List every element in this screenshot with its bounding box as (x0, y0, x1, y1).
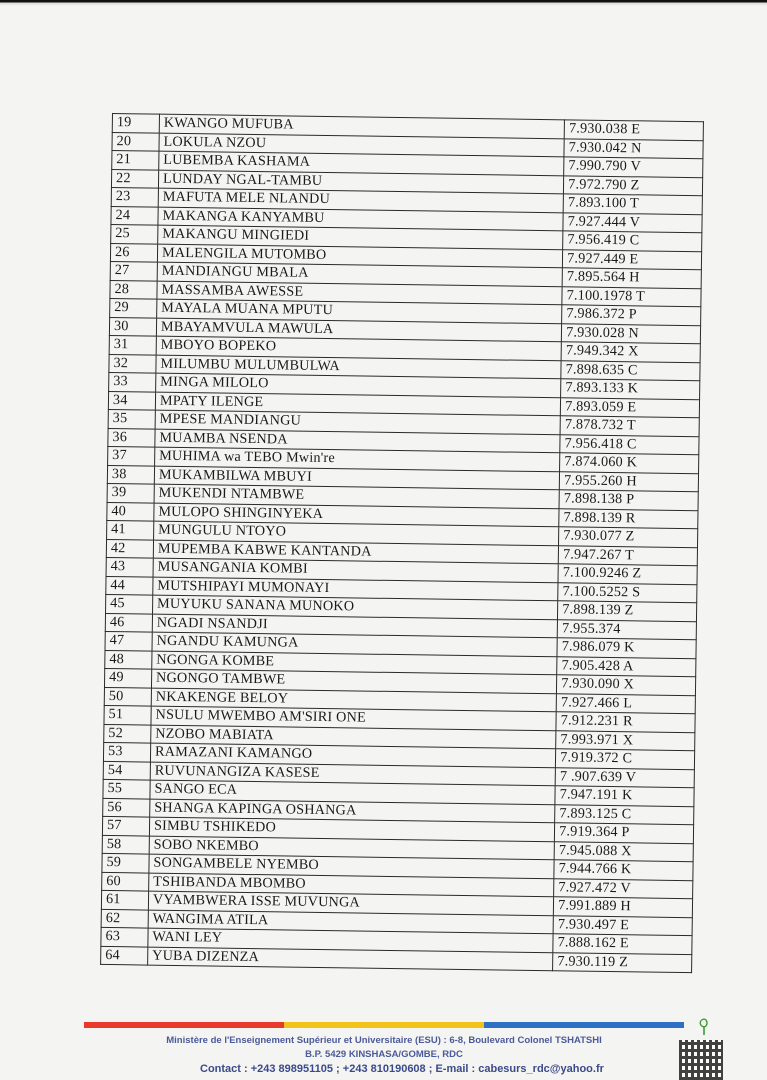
row-code: 7.991.889 H (554, 897, 693, 917)
row-number: 40 (107, 502, 154, 521)
row-name: MUTSHIPAYI MUMONAYI (153, 577, 558, 601)
row-code: 7.949.342 X (561, 342, 700, 362)
row-name: MILUMBU MULUMBULWA (156, 355, 561, 379)
row-number: 46 (105, 613, 152, 632)
row-number: 53 (103, 742, 150, 761)
footer-ministry-line: Ministère de l'Enseignement Supérieur et Universitaire (ESU) : 6-8, Boulevard Colonel TSHATSHI (166, 1035, 602, 1046)
row-number: 48 (105, 650, 152, 669)
row-name: MBAYAMVULA MAWULA (156, 318, 561, 342)
row-code: 7.912.231 R (556, 712, 695, 732)
row-number: 19 (112, 114, 159, 133)
row-code: 7.993.971 X (556, 730, 695, 750)
footer (84, 1034, 684, 1076)
row-number: 21 (112, 151, 159, 170)
footer-bar-segment (284, 1022, 484, 1028)
row-code: 7 .907.639 V (555, 767, 694, 787)
row-name: NKAKENGE BELOY (151, 688, 556, 712)
row-number: 36 (108, 428, 155, 447)
row-number: 23 (111, 187, 158, 206)
row-code: 7.986.079 K (557, 638, 696, 658)
row-name: NGONGA KOMBE (152, 651, 557, 675)
row-name: VYAMBWERA ISSE MUVUNGA (148, 891, 553, 915)
row-name: RUVUNANGIZA KASESE (150, 762, 555, 786)
row-number: 24 (111, 206, 158, 225)
row-number: 35 (108, 409, 155, 428)
row-name: MAYALA MUANA MPUTU (157, 299, 562, 323)
row-name: MUHIMA wa TEBO Mwin're (155, 447, 560, 471)
row-name: KWANGO MUFUBA (159, 114, 564, 138)
row-code: 7.888.162 E (553, 934, 692, 954)
row-name: LUNDAY NGAL-TAMBU (158, 170, 563, 194)
row-name: WANGIMA ATILA (148, 910, 553, 934)
row-number: 31 (109, 335, 156, 354)
row-number: 50 (104, 687, 151, 706)
row-name: MUNGULU NTOYO (154, 521, 559, 545)
row-number: 49 (104, 668, 151, 687)
row-code: 7.947.267 T (558, 545, 697, 565)
roster-table (100, 113, 704, 973)
row-name: MALENGILA MUTOMBO (157, 244, 562, 268)
row-name: NGANDU KAMUNGA (152, 632, 557, 656)
row-number: 20 (112, 132, 159, 151)
row-number: 47 (105, 631, 152, 650)
footer-postal-line: B.P. 5429 KINSHASA/GOMBE, RDC (305, 1049, 463, 1060)
row-number: 33 (109, 372, 156, 391)
row-code: 7.956.419 C (563, 231, 702, 251)
row-code: 7.898.139 R (559, 508, 698, 528)
row-name: MPATY ILENGE (155, 392, 560, 416)
row-code: 7.927.449 E (563, 249, 702, 269)
row-code: 7.898.635 C (561, 360, 700, 380)
row-name: MAFUTA MELE NLANDU (158, 188, 563, 212)
row-number: 54 (103, 761, 150, 780)
row-name: SHANGA KAPINGA OSHANGA (150, 799, 555, 823)
row-number: 51 (104, 705, 151, 724)
row-name: MUSANGANIA KOMBI (153, 558, 558, 582)
row-number: 64 (101, 946, 148, 965)
row-code: 7.930.038 E (564, 120, 703, 140)
footer-bar-segment (484, 1022, 684, 1028)
row-number: 22 (111, 169, 158, 188)
row-name: RAMAZANI KAMANGO (150, 743, 555, 767)
row-name: MASSAMBA AWESSE (157, 281, 562, 305)
row-name: LOKULA NZOU (159, 133, 564, 157)
row-code: 7.878.732 T (560, 416, 699, 436)
row-name: NZOBO MABIATA (151, 725, 556, 749)
row-number: 32 (109, 354, 156, 373)
row-number: 52 (104, 724, 151, 743)
row-number: 30 (109, 317, 156, 336)
row-number: 27 (110, 261, 157, 280)
row-number: 62 (101, 909, 148, 928)
row-name: MPESE MANDIANGU (155, 410, 560, 434)
row-code: 7.905.428 A (557, 656, 696, 676)
row-name: MUKENDI NTAMBWE (154, 484, 559, 508)
row-code: 7.919.364 P (555, 823, 694, 843)
row-number: 60 (102, 872, 149, 891)
row-number: 25 (111, 224, 158, 243)
leaf-logo-icon (697, 1018, 711, 1036)
row-name: MINGA MILOLO (156, 373, 561, 397)
row-number: 44 (106, 576, 153, 595)
row-name: MAKANGA KANYAMBU (158, 207, 563, 231)
row-number: 61 (101, 890, 148, 909)
row-number: 41 (107, 520, 154, 539)
row-code: 7.893.059 E (560, 397, 699, 417)
row-code: 7.893.125 C (555, 804, 694, 824)
row-name: SIMBU TSHIKEDO (149, 817, 554, 841)
qr-code-icon (679, 1040, 723, 1080)
row-code: 7.945.088 X (554, 841, 693, 861)
row-name: NGONGO TAMBWE (151, 669, 556, 693)
row-name: SONGAMBELE NYEMBO (149, 854, 554, 878)
row-name: NSULU MWEMBO AM'SIRI ONE (151, 706, 556, 730)
row-number: 34 (108, 391, 155, 410)
row-code: 7.955.260 H (559, 471, 698, 491)
row-code: 7.944.766 K (554, 860, 693, 880)
row-name: MUAMBA NSENDA (155, 429, 560, 453)
row-name: MAKANGU MINGIEDI (158, 225, 563, 249)
row-number: 57 (102, 816, 149, 835)
row-code: 7.874.060 K (560, 453, 699, 473)
row-name: LUBEMBA KASHAMA (159, 151, 564, 175)
roster-body (101, 114, 704, 973)
row-number: 26 (110, 243, 157, 262)
row-number: 28 (110, 280, 157, 299)
row-name: MBOYO BOPEKO (156, 336, 561, 360)
row-code: 7.898.138 P (559, 490, 698, 510)
row-code: 7.927.466 L (556, 693, 695, 713)
row-code: 7.930.119 Z (553, 952, 692, 972)
row-code: 7.955.374 (557, 619, 696, 639)
row-number: 43 (106, 557, 153, 576)
footer-contact-line: Contact : +243 898951105 ; +243 810190608 ; E-mail : cabesurs_rdc@yahoo.fr (200, 1063, 604, 1075)
row-number: 55 (103, 779, 150, 798)
footer-color-bar (84, 1022, 684, 1028)
row-code: 7.893.100 T (563, 194, 702, 214)
row-code: 7.990.790 V (564, 157, 703, 177)
row-code: 7.893.133 K (561, 379, 700, 399)
row-number: 45 (106, 594, 153, 613)
row-code: 7.919.372 C (556, 749, 695, 769)
row-name: TSHIBANDA MBOMBO (149, 873, 554, 897)
row-number: 39 (107, 483, 154, 502)
row-name: WANI LEY (148, 928, 553, 952)
row-number: 29 (110, 298, 157, 317)
row-code: 7.930.497 E (553, 915, 692, 935)
row-number: 38 (107, 465, 154, 484)
row-number: 56 (103, 798, 150, 817)
row-name: MUYUKU SANANA MUNOKO (152, 595, 557, 619)
row-code: 7.956.418 C (560, 434, 699, 454)
row-code: 7.930.042 N (564, 138, 703, 158)
row-number: 58 (102, 835, 149, 854)
row-number: 42 (106, 539, 153, 558)
row-code: 7.100.5252 S (558, 582, 697, 602)
row-number: 63 (101, 927, 148, 946)
row-name: SANGO ECA (150, 780, 555, 804)
row-code: 7.927.444 V (563, 212, 702, 232)
row-code: 7.895.564 H (562, 268, 701, 288)
row-code: 7.898.139 Z (558, 601, 697, 621)
footer-bar-segment (84, 1022, 284, 1028)
page-top-edge (0, 0, 767, 6)
row-code: 7.986.372 P (562, 305, 701, 325)
row-code: 7.947.191 K (555, 786, 694, 806)
row-name: NGADI NSANDJI (152, 614, 557, 638)
row-code: 7.100.1978 T (562, 286, 701, 306)
row-number: 37 (108, 446, 155, 465)
row-code: 7.100.9246 Z (558, 564, 697, 584)
row-code: 7.930.077 Z (559, 527, 698, 547)
row-name: SOBO NKEMBO (149, 836, 554, 860)
row-name: YUBA DIZENZA (148, 947, 553, 971)
row-code: 7.930.090 X (557, 675, 696, 695)
row-name: MUPEMBA KABWE KANTANDA (153, 540, 558, 564)
row-name: MUKAMBILWA MBUYI (154, 466, 559, 490)
row-number: 59 (102, 853, 149, 872)
row-code: 7.927.472 V (554, 878, 693, 898)
row-code: 7.930.028 N (562, 323, 701, 343)
row-name: MULOPO SHINGINYEKA (154, 503, 559, 527)
row-name: MANDIANGU MBALA (157, 262, 562, 286)
row-code: 7.972.790 Z (564, 175, 703, 195)
